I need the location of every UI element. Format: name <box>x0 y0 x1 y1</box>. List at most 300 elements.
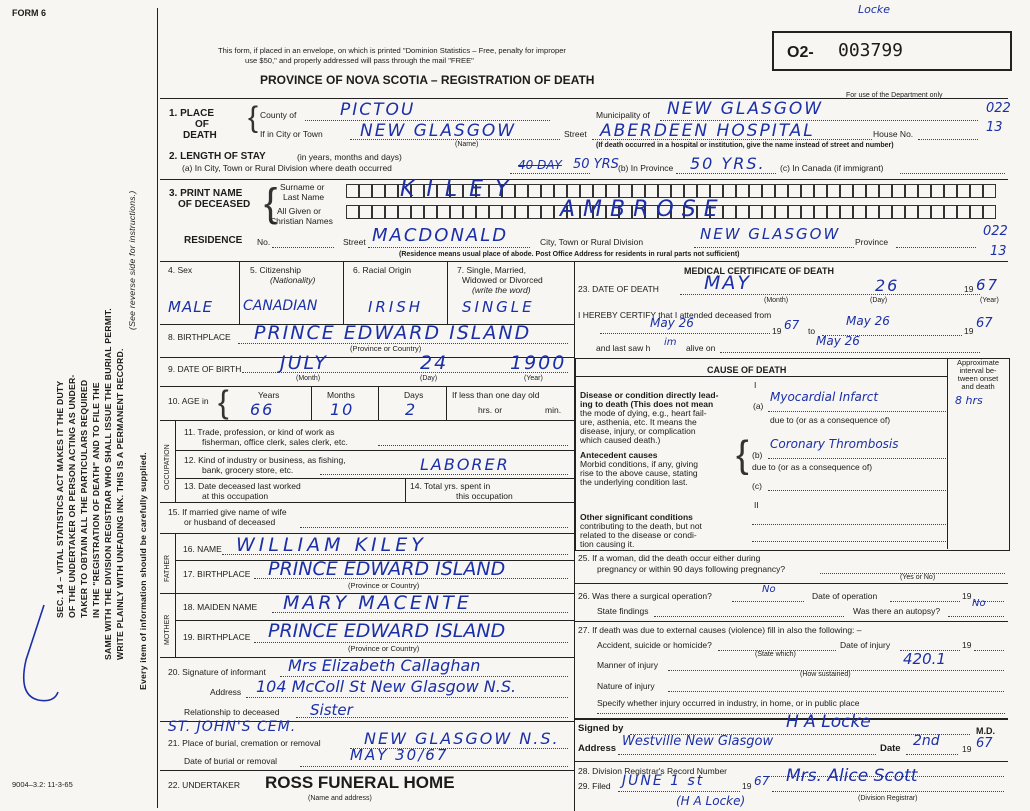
last-saw-mid: im <box>664 337 677 348</box>
signed-address-label: Address <box>578 743 617 754</box>
signed-date-line <box>906 754 958 755</box>
letter-cell <box>931 205 944 219</box>
letter-cell <box>346 205 359 219</box>
street-label: Street <box>564 129 587 139</box>
age-v-3 <box>446 386 447 420</box>
undertaker-sub: (Name and address) <box>308 795 372 802</box>
grid-v-1 <box>239 261 240 324</box>
cause-header: CAUSE OF DEATH <box>707 365 787 375</box>
letter-cell <box>580 184 593 198</box>
father-side-label: FATHER <box>164 554 171 582</box>
undertaker-label: 22. UNDERTAKER <box>168 780 240 790</box>
letter-cell <box>359 184 372 198</box>
place-brace: { <box>248 101 259 134</box>
letter-cell <box>554 184 567 198</box>
dob-day-sub: (Day) <box>420 375 438 382</box>
relationship-value: Sister <box>310 701 353 719</box>
father-name-label: 16. NAME <box>183 544 222 554</box>
letter-cell <box>866 205 879 219</box>
occ-rule-2 <box>175 478 574 479</box>
dob-year-sub: (Year) <box>524 375 543 382</box>
death-year-prefix: 19 <box>964 284 974 294</box>
disease-line-2: ing to death (This does not mean <box>580 399 714 409</box>
street-value: ABERDEEN HOSPITAL <box>600 121 815 141</box>
death-day-sub: (Day) <box>870 297 888 304</box>
length-b-value: 50 YRS. <box>690 154 766 173</box>
certify-yr2: 67 <box>976 316 993 331</box>
cause-c-label: (c) <box>752 481 762 491</box>
rule-occupation-top <box>160 420 574 421</box>
disease-line-4: ure, asthenia, etc. It means the <box>580 417 697 427</box>
county-value: PICTOU <box>340 100 416 120</box>
city-sub: (Name) <box>455 141 479 148</box>
cause-brace: { <box>736 434 749 476</box>
given-label-1: All Given or <box>277 206 321 216</box>
cause-a-label: (a) <box>753 401 764 411</box>
length-a-label: (a) In City, Town or Rural Division where death occurred <box>182 163 392 173</box>
interval-divider <box>947 358 948 549</box>
racial-label: 6. Racial Origin <box>353 265 412 275</box>
letter-cell <box>931 184 944 198</box>
age-days: 2 <box>405 400 418 419</box>
envelope-note-1: This form, if placed in an envelope, on which is printed "Dominion Statistics – Free, penalty for improper <box>218 46 566 55</box>
city-value: NEW GLASGOW <box>360 121 517 141</box>
margin-line-5: SAME WITH THE DIVISION REGISTRAR WHO SHALL ISSUE THE BURIAL PERMIT. <box>103 308 113 660</box>
rule-top <box>160 98 1008 99</box>
letter-cell <box>515 205 528 219</box>
residence-no-label: No. <box>257 237 271 247</box>
dob-month: JULY <box>280 352 328 374</box>
dob-year: 1900 <box>510 352 567 374</box>
mother-side-rule <box>175 593 176 657</box>
place-label-1: 1. PLACE <box>169 108 215 119</box>
letter-cell <box>645 184 658 198</box>
letter-cell <box>541 205 554 219</box>
date-of-death-label: 23. DATE OF DEATH <box>578 284 659 294</box>
spouse-line <box>300 527 568 528</box>
date-of-death-line <box>680 294 980 295</box>
length-b-line <box>676 173 776 174</box>
nature-line <box>668 691 1004 692</box>
occ-rule-1 <box>175 450 574 451</box>
letter-cell <box>918 205 931 219</box>
letter-cell <box>983 184 996 198</box>
form-title: PROVINCE OF NOVA SCOTIA – REGISTRATION OF DEATH <box>260 73 595 87</box>
cause-a-interval: 8 hrs <box>955 394 983 407</box>
pregnancy-label: 25. If a woman, did the death occur either during <box>578 553 761 563</box>
letter-cell <box>749 205 762 219</box>
given-value: AMBROSE <box>560 197 726 222</box>
occ-12-label: 12. Kind of industry or business, as fishing, <box>184 455 346 465</box>
top-note: Locke <box>858 3 891 16</box>
hrs-label: hrs. or <box>478 405 503 415</box>
margin-line-1: SEC. 14 – VITAL STATISTICS ACT MAKES IT THE DUTY <box>55 380 65 618</box>
length-b-label: (b) In Province <box>618 163 674 173</box>
residence-province-label: Province <box>855 237 889 247</box>
letter-cell <box>788 184 801 198</box>
dob-label: 9. DATE OF BIRTH <box>168 364 242 374</box>
spouse-label-2: or husband of deceased <box>184 517 276 527</box>
letter-cell <box>372 184 385 198</box>
length-stay-sub: (in years, months and days) <box>297 152 402 162</box>
letter-cell <box>801 205 814 219</box>
informant-label: 20. Signature of informant <box>168 667 266 677</box>
letter-cell <box>944 184 957 198</box>
signed-date-label: Date <box>880 743 901 754</box>
rule-name-top <box>160 179 1008 180</box>
letter-cell <box>775 184 788 198</box>
surname-value: KILEY <box>400 177 521 202</box>
letter-cell <box>684 184 697 198</box>
father-birth-label: 17. BIRTHPLACE <box>183 569 251 579</box>
occupation-side-rule <box>175 420 176 502</box>
death-day: 26 <box>875 276 900 295</box>
occ-13-label-b: at this occupation <box>202 491 269 501</box>
interval-label: Approximate interval be- tween onset and death <box>956 358 1000 391</box>
residence-street-value: MACDONALD <box>372 225 509 246</box>
letter-cell <box>827 184 840 198</box>
letter-cell <box>463 205 476 219</box>
letter-cell <box>879 205 892 219</box>
marital-value: SINGLE <box>462 298 535 316</box>
cause-b-value: Coronary Thrombosis <box>770 437 899 451</box>
letter-cell <box>359 205 372 219</box>
residence-note: (Residence means usual place of abode. Post Office Address for residents in rural parts not sufficient) <box>399 251 740 258</box>
letter-cell <box>840 184 853 198</box>
birthplace-label: 8. BIRTHPLACE <box>168 332 231 342</box>
county-label: County of <box>260 110 297 120</box>
disease-line-3: the mode of dying, e.g., heart fail- <box>580 408 707 418</box>
letter-cell <box>749 184 762 198</box>
cemetery-value: ST. JOHN'S CEM. <box>168 719 297 735</box>
margin-scribble <box>14 600 64 715</box>
grid-v-3 <box>447 261 448 324</box>
house-code: 13 <box>986 120 1003 135</box>
certify-from-line <box>600 333 770 334</box>
letter-cell <box>541 184 554 198</box>
signed-label: Signed by <box>578 723 624 734</box>
footer-code: 9004–3.2: 11-3-65 <box>12 780 73 789</box>
left-margin-line <box>157 8 158 808</box>
operation-date-label: Date of operation <box>812 591 878 601</box>
margin-line-2: OF THE UNDERTAKER OR PERSON ACTING AS UNDER- <box>67 374 77 618</box>
length-c-label: (c) In Canada (if immigrant) <box>780 163 884 173</box>
other-line-4: tion causing it. <box>580 539 635 549</box>
birthplace-value: PRINCE EDWARD ISLAND <box>254 322 532 344</box>
accident-label: Accident, suicide or homicide? <box>597 640 712 650</box>
cause-a-line <box>768 411 946 412</box>
registrar-signature: Mrs. Alice Scott <box>786 766 918 786</box>
margin-line-6: WRITE PLAINLY WITH UNFADING INK. THIS IS A PERMANENT RECORD. <box>115 348 125 660</box>
occ-12-line <box>320 474 568 475</box>
certify-to-date: May 26 <box>846 314 890 328</box>
rule-spouse-top <box>160 502 574 503</box>
letter-cell <box>801 184 814 198</box>
burial-date-label: Date of burial or removal <box>184 756 278 766</box>
letter-cell <box>411 205 424 219</box>
certify-from-date: May 26 <box>650 316 694 330</box>
dob-month-sub: (Month) <box>296 375 321 382</box>
mother-maiden-label: 18. MAIDEN NAME <box>183 602 258 612</box>
record-number-label: 28. Division Registrar's Record Number <box>578 766 728 776</box>
informant-signature: Mrs Elizabeth Callaghan <box>288 656 481 675</box>
cause-b-label: (b) <box>752 450 763 460</box>
letter-cell <box>385 205 398 219</box>
letter-cell <box>840 205 853 219</box>
letter-cell <box>736 205 749 219</box>
other-line-1: Other significant conditions <box>580 512 693 522</box>
letter-cell <box>528 184 541 198</box>
residence-city-value: NEW GLASGOW <box>700 225 841 243</box>
certify-yr2-prefix: 19 <box>964 326 974 336</box>
length-c-line <box>900 173 1005 174</box>
print-name-label-1: 3. PRINT NAME <box>169 188 243 199</box>
letter-cell <box>918 184 931 198</box>
letter-cell <box>892 184 905 198</box>
occ-11-label-b: fisherman, office clerk, sales clerk, etc. <box>202 437 348 447</box>
surgery-value: No <box>762 584 776 595</box>
letter-cell <box>450 205 463 219</box>
age-years: 66 <box>250 400 275 419</box>
marital-label-3: (write the word) <box>472 285 531 295</box>
injury-date-label: Date of injury <box>840 640 891 650</box>
undertaker-value: ROSS FUNERAL HOME <box>265 773 455 792</box>
letter-cell <box>710 184 723 198</box>
surgery-line <box>732 601 804 602</box>
residence-code-1: 022 <box>983 224 1008 239</box>
house-line <box>918 139 978 140</box>
rule-external-top <box>575 621 1008 622</box>
occ-14-label: 14. Total yrs. spent in <box>410 481 491 491</box>
occupation-side-label: OCCUPATION <box>164 444 171 490</box>
filed-yr-prefix: 19 <box>742 781 752 791</box>
antecedent-line-4: the underlying condition last. <box>580 477 688 487</box>
disease-line-6: which caused death.) <box>580 435 661 445</box>
findings-line <box>654 616 844 617</box>
disease-line-1: Disease or condition directly lead- <box>580 390 719 400</box>
signed-date: 2nd <box>913 733 940 749</box>
filed-line <box>618 791 740 792</box>
letter-cell <box>944 205 957 219</box>
days-label: Days <box>404 390 424 400</box>
informant-address-line <box>246 697 568 698</box>
registration-number: 003799 <box>838 40 904 61</box>
residence-street-line <box>368 247 530 248</box>
letter-cell <box>437 205 450 219</box>
place-label-3: DEATH <box>183 130 217 141</box>
death-month-sub: (Month) <box>764 297 789 304</box>
last-saw-label: and last saw h <box>596 343 651 353</box>
letter-cell <box>346 184 359 198</box>
certify-to: to <box>808 326 816 336</box>
spouse-label: 15. If married give name of wife <box>168 507 287 517</box>
letter-cell <box>827 205 840 219</box>
letter-cell <box>489 205 502 219</box>
sex-label: 4. Sex <box>168 265 193 275</box>
margin-line-8: Every item of information should be carefully supplied. <box>138 452 148 690</box>
rule-registrar-top <box>575 761 1008 762</box>
letter-cell <box>775 205 788 219</box>
surgery-label: 26. Was there a surgical operation? <box>578 591 712 601</box>
other-line-2: contributing to the death, but not <box>580 521 702 531</box>
letter-cell <box>905 184 918 198</box>
letter-cell <box>502 205 515 219</box>
marital-label-1: 7. Single, Married, <box>457 265 526 275</box>
racial-value: IRISH <box>368 298 424 316</box>
manner-code: 420.1 <box>903 650 946 668</box>
letter-cell <box>697 184 710 198</box>
letter-cell <box>853 205 866 219</box>
antecedent-line-1: Antecedent causes <box>580 450 658 460</box>
letter-cell <box>606 184 619 198</box>
length-a-strike: 40 DAY <box>518 158 562 172</box>
letter-cell <box>723 184 736 198</box>
letter-cell <box>385 184 398 198</box>
other-line-a <box>752 524 946 525</box>
letter-cell <box>905 205 918 219</box>
father-birth-value: PRINCE EDWARD ISLAND <box>268 558 506 580</box>
operation-yr: 19 <box>962 591 972 601</box>
certify-yr1-prefix: 19 <box>772 326 782 336</box>
form-id: FORM 6 <box>12 8 47 18</box>
letter-cell <box>814 205 827 219</box>
letter-cell <box>788 205 801 219</box>
city-label: If in City or Town <box>260 129 323 139</box>
alive-on-line <box>720 352 980 353</box>
municipality-code: 022 <box>986 101 1011 116</box>
residence-street-label: Street <box>343 237 366 247</box>
signed-address: Westville New Glasgow <box>622 734 774 749</box>
rule-undertaker-top <box>160 770 574 771</box>
letter-cell <box>528 205 541 219</box>
letter-cell <box>424 205 437 219</box>
letter-cell <box>814 184 827 198</box>
residence-province-line <box>896 247 976 248</box>
letter-cell <box>593 184 606 198</box>
municipality-value: NEW GLASGOW <box>667 99 824 119</box>
age-months: 10 <box>330 400 355 419</box>
father-birth-sub: (Province or Country) <box>348 581 420 590</box>
place-note: (If death occurred in a hospital or institution, give the name instead of street and number) <box>596 142 894 149</box>
margin-line-4: IN THE "REGISTRATION OF DEATH" AND TO FILE THE <box>91 382 101 618</box>
dept-use-note: For use of the Department only <box>846 92 943 99</box>
burial-label: 21. Place of burial, cremation or removal <box>168 738 321 748</box>
letter-cell <box>892 205 905 219</box>
length-stay-label: 2. LENGTH OF STAY <box>169 151 266 162</box>
burial-date-line <box>300 766 568 767</box>
sex-value: MALE <box>168 298 214 316</box>
occ-14-label-b: this occupation <box>456 491 513 501</box>
disease-line-5: disease, injury, or complication <box>580 426 696 436</box>
marital-label-2: Widowed or Divorced <box>462 275 543 285</box>
due-to-a: due to (or as a consequence of) <box>770 415 891 425</box>
surname-label-1: Surname or <box>280 182 325 192</box>
less-one-day-label: If less than one day old <box>452 390 540 400</box>
place-label-2: OF <box>195 119 209 130</box>
length-a-line <box>510 173 590 174</box>
death-year: 67 <box>976 276 1000 294</box>
name-brace: { <box>264 181 278 225</box>
age-brace: { <box>218 384 229 420</box>
informant-address-label: Address <box>210 687 242 697</box>
relationship-label: Relationship to deceased <box>184 707 280 717</box>
residence-city-line <box>694 247 854 248</box>
pregnancy-label-2: pregnancy or within 90 days following pregnancy? <box>597 564 786 574</box>
margin-line-7: (See reverse side for instructions.) <box>127 190 137 330</box>
age-v-1 <box>311 386 312 420</box>
age-v-2 <box>378 386 379 420</box>
dob-day: 24 <box>420 352 449 374</box>
letter-cell <box>853 184 866 198</box>
manner-label: Manner of injury <box>597 660 658 670</box>
autopsy-line <box>948 616 1004 617</box>
letter-cell <box>866 184 879 198</box>
specify-label: Specify whether injury occurred in industry, in home, or in public place <box>597 698 860 708</box>
mother-birth-value: PRINCE EDWARD ISLAND <box>268 620 506 642</box>
external-label: 27. If death was due to external causes (violence) fill in also the following: – <box>578 625 862 635</box>
antecedent-line-3: rise to the above cause, stating <box>580 468 698 478</box>
mother-birth-line <box>254 642 568 643</box>
occ-12-value: LABORER <box>420 455 510 474</box>
occ-v <box>405 478 406 502</box>
certify-yr1: 67 <box>784 318 800 332</box>
medical-header: MEDICAL CERTIFICATE OF DEATH <box>684 266 834 276</box>
letter-cell <box>957 184 970 198</box>
father-name-value: WILLIAM KILEY <box>236 534 427 556</box>
residence-city-label: City, Town or Rural Division <box>540 237 644 247</box>
certify-label: I HEREBY CERTIFY that I attended deceased from <box>578 310 772 320</box>
pregnancy-sub: (Yes or No) <box>900 574 936 581</box>
autopsy-label: Was there an autopsy? <box>853 606 941 616</box>
envelope-note-2: use $50," and properly addressed will pass through the mail "FREE" <box>245 56 474 65</box>
how-sub: (How sustained) <box>800 671 851 678</box>
letter-cell <box>372 205 385 219</box>
occ-13-label: 13. Date deceased last worked <box>184 481 301 491</box>
birthplace-sub: (Province or Country) <box>350 344 422 353</box>
residence-no-line <box>272 247 334 248</box>
mother-birth-label: 19. BIRTHPLACE <box>183 632 251 642</box>
filed-date: JUNE 1 st <box>622 773 705 789</box>
age-label: 10. AGE in <box>168 396 209 406</box>
letter-cell <box>736 184 749 198</box>
other-line-3: related to the disease or condi- <box>580 530 697 540</box>
letter-cell <box>970 205 983 219</box>
antecedent-line-2: Morbid conditions, if any, giving <box>580 459 698 469</box>
signed-signature: H A Locke <box>786 712 871 732</box>
registration-prefix: O2- <box>787 44 814 61</box>
findings-label: State findings <box>597 606 649 616</box>
letter-cell <box>398 205 411 219</box>
letter-cell <box>762 205 775 219</box>
autopsy-value: No <box>972 598 986 609</box>
length-a-value: 50 YRS <box>573 157 619 172</box>
registrar-sub: (Division Registrar) <box>858 795 918 802</box>
informant-address: 104 McColl St New Glasgow N.S. <box>256 677 517 696</box>
mother-side-label: MOTHER <box>164 614 171 645</box>
min-label: min. <box>545 405 562 415</box>
letter-cell <box>632 184 645 198</box>
death-year-sub: (Year) <box>980 297 999 304</box>
letter-cell <box>658 184 671 198</box>
cause-roman-2: II <box>754 500 759 510</box>
citizenship-sub: (Nationality) <box>270 275 316 285</box>
signed-address-line <box>618 754 876 755</box>
filed-yr: 67 <box>754 774 770 788</box>
letter-cell <box>619 184 632 198</box>
residence-label: RESIDENCE <box>184 235 243 246</box>
municipality-label: Municipality of <box>596 110 650 120</box>
cause-b-line <box>768 458 946 459</box>
